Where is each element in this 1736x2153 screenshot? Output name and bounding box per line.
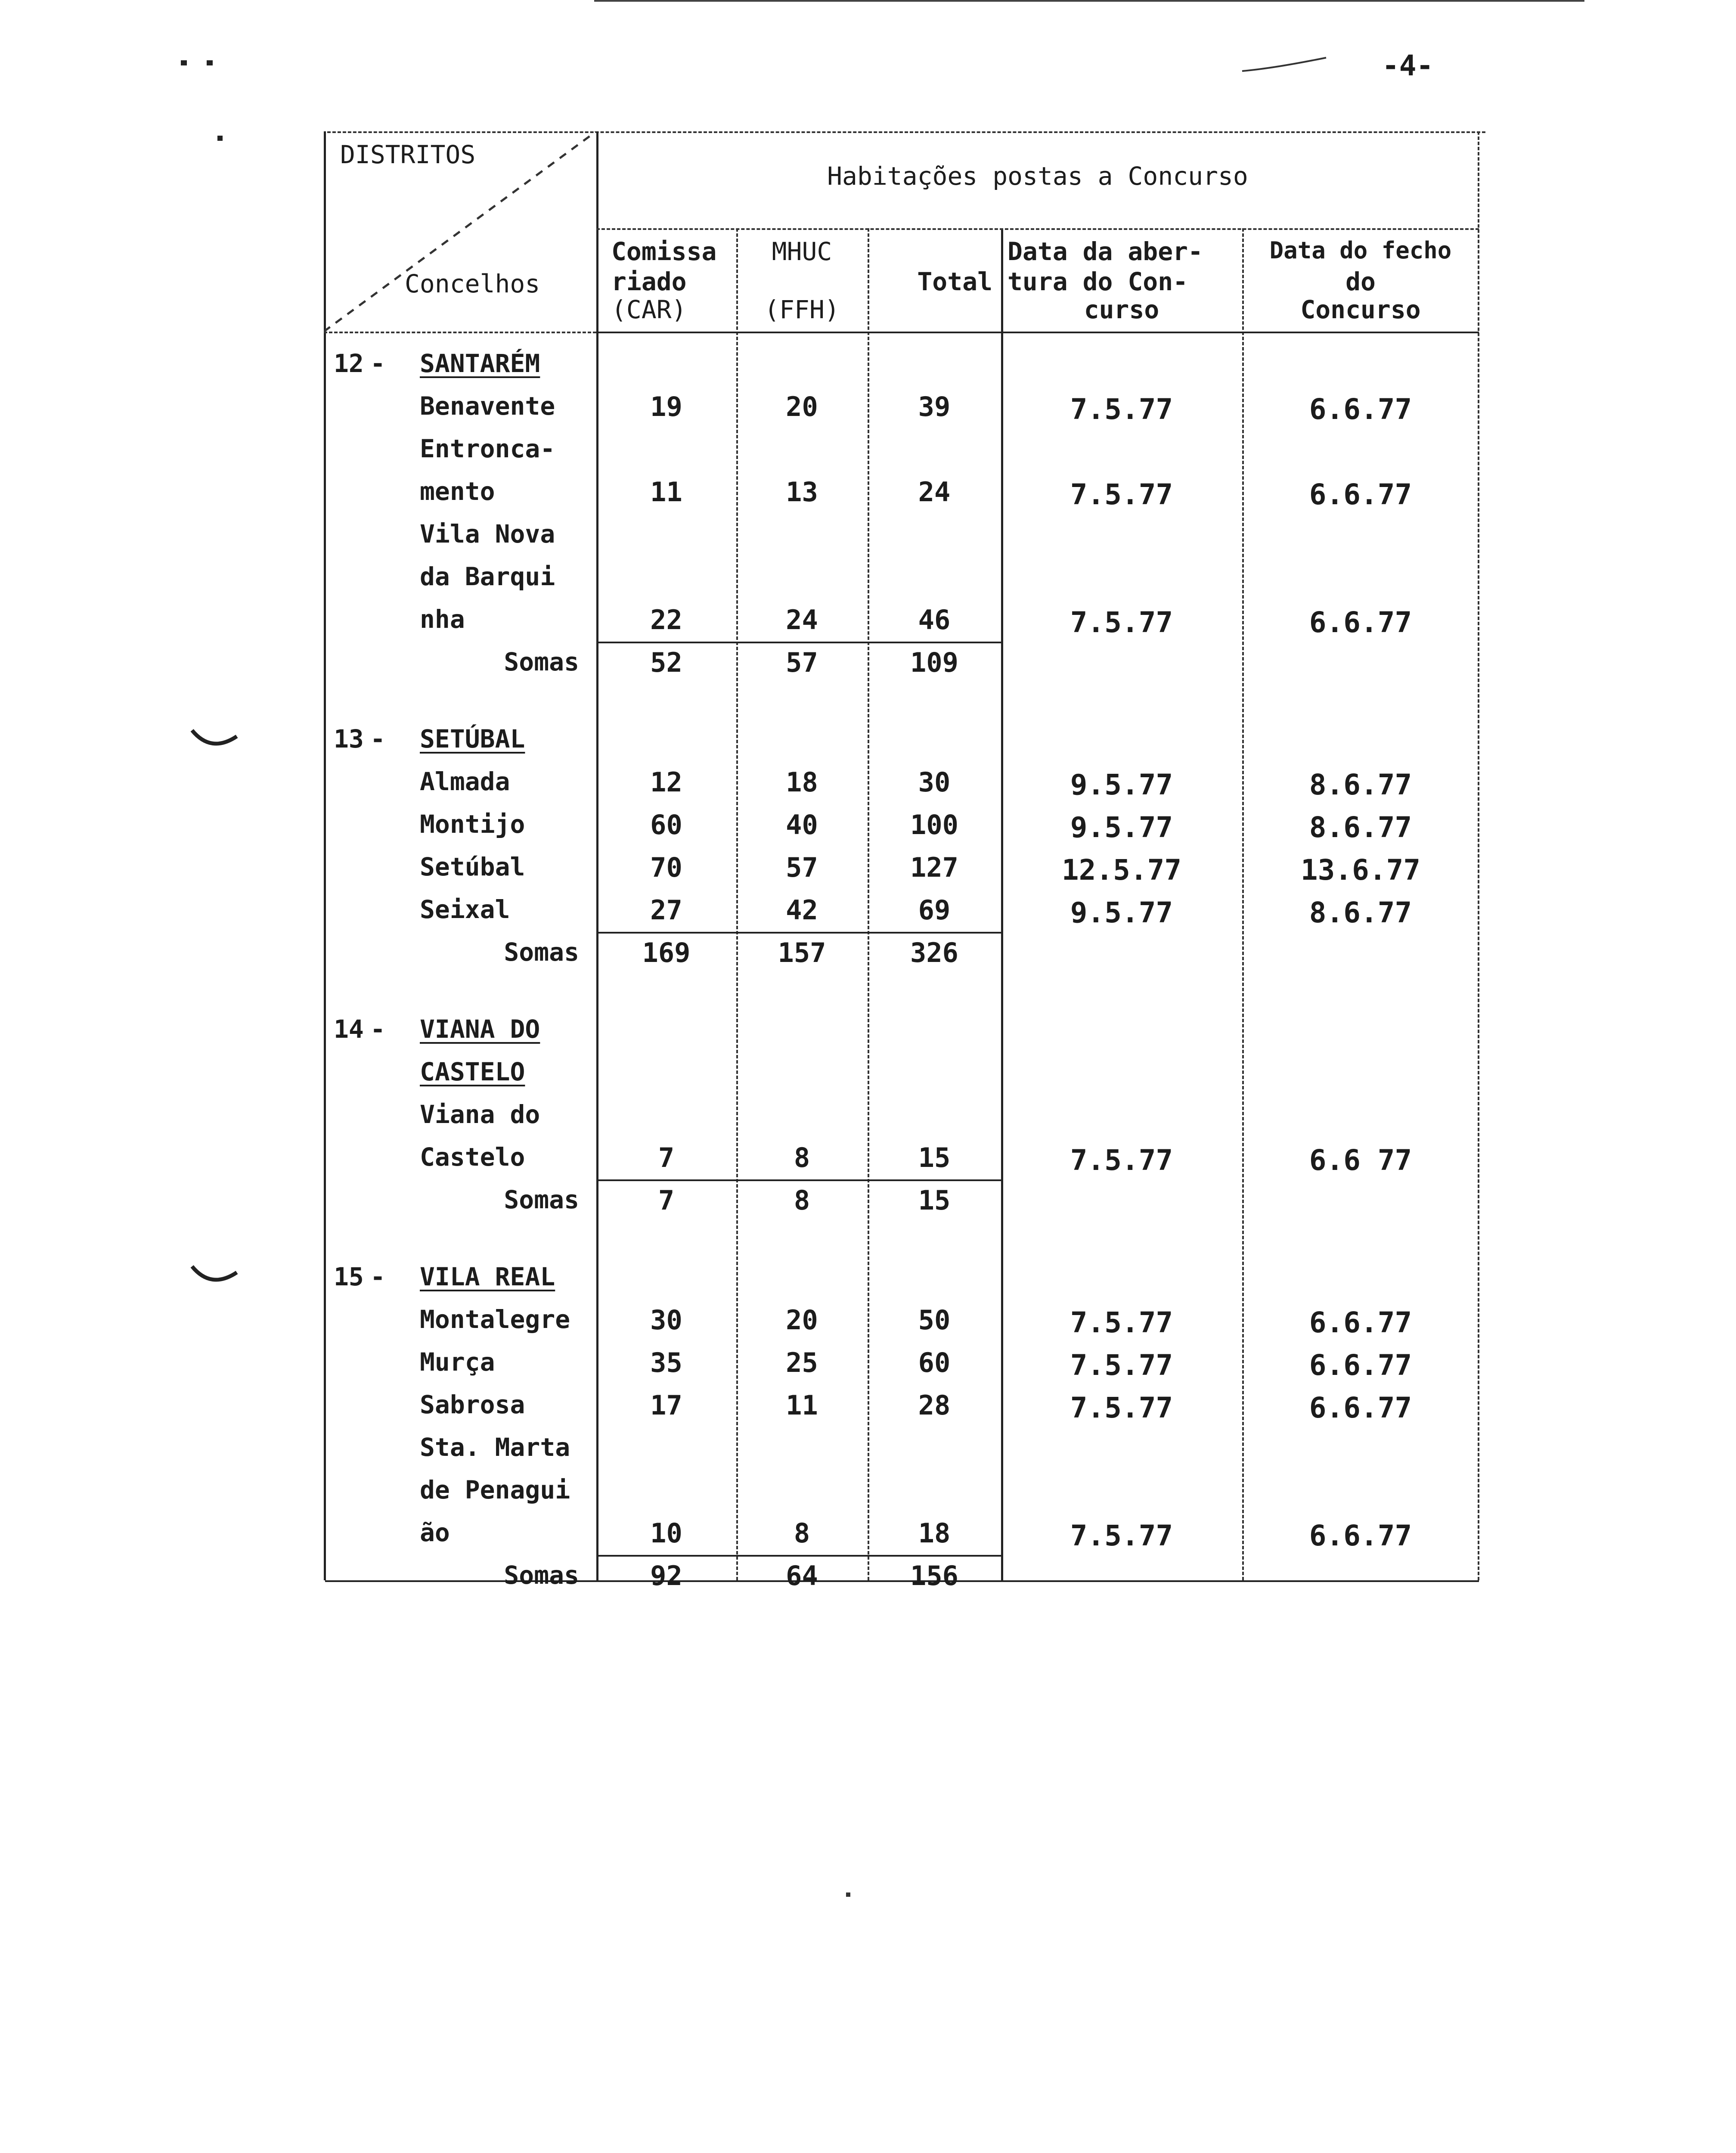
- cell-fecho: 8.6.77: [1309, 896, 1412, 929]
- subtotal-rule: [596, 642, 1001, 643]
- district-name: [420, 724, 525, 754]
- cell-mhuc: 20: [786, 1304, 818, 1336]
- cell-abertura: 7.5.77: [1070, 1306, 1173, 1339]
- col-abertura-line1: Data da aber-: [1008, 237, 1203, 266]
- cell-fecho: 6.6.77: [1309, 1349, 1412, 1382]
- somas-label: Somas: [504, 937, 579, 967]
- municipality-label: de Penagui: [420, 1475, 570, 1505]
- cell-mhuc: 11: [786, 1390, 818, 1421]
- district-dash: -: [370, 349, 385, 378]
- cell-car: 27: [650, 894, 682, 926]
- cell-car: 30: [650, 1304, 682, 1336]
- district-name-text: SETÚBAL: [420, 724, 525, 754]
- cell-abertura: 12.5.77: [1061, 853, 1182, 887]
- col-car-line3: (CAR): [611, 295, 687, 324]
- cell-mhuc: 24: [786, 604, 818, 636]
- cell-total: 69: [918, 894, 951, 926]
- subtotal-rule: [596, 1555, 1001, 1557]
- municipality-label: da Barqui: [420, 562, 555, 591]
- cell-car: 7: [658, 1142, 675, 1173]
- cell-fecho: 6.6.77: [1309, 1519, 1412, 1552]
- cell-mhuc: 42: [786, 894, 818, 926]
- table-left-border: [324, 131, 326, 1580]
- corner-bottom-label: Concelhos: [405, 269, 540, 298]
- cell-total: 60: [918, 1347, 951, 1378]
- district-name-text: VILA REAL: [420, 1262, 555, 1291]
- district-number: 13: [334, 724, 364, 754]
- cell-fecho: 6.6.77: [1309, 1306, 1412, 1339]
- col-fecho-line2: do: [1345, 267, 1376, 296]
- municipality-label: Murça: [420, 1347, 495, 1377]
- cell-total: 39: [918, 391, 951, 422]
- district-name: [420, 1264, 555, 1289]
- cell-mhuc: 8: [794, 1517, 810, 1549]
- somas-mhuc: 64: [786, 1560, 818, 1591]
- cell-mhuc: 8: [794, 1142, 810, 1173]
- district-number: 15: [334, 1262, 364, 1291]
- municipality-label: Sabrosa: [420, 1390, 525, 1419]
- cell-total: 30: [918, 766, 951, 798]
- cell-car: 17: [650, 1390, 682, 1421]
- col-car-line2: riado: [611, 267, 687, 296]
- cell-total: 24: [918, 476, 951, 508]
- page-number: -4-: [1382, 49, 1434, 82]
- somas-car: 169: [642, 937, 691, 968]
- cell-abertura: 7.5.77: [1070, 1391, 1173, 1424]
- district-number: 14: [334, 1014, 364, 1044]
- municipality-label: mento: [420, 477, 495, 506]
- cell-mhuc: 40: [786, 809, 818, 841]
- district-name: [420, 1059, 525, 1084]
- municipality-label: Sta. Marta: [420, 1433, 570, 1462]
- col-fecho-line1: Data do fecho: [1269, 237, 1452, 264]
- cell-fecho: 13.6.77: [1300, 853, 1421, 887]
- cell-abertura: 7.5.77: [1070, 478, 1173, 511]
- somas-car: 52: [650, 647, 682, 678]
- district-name-text: SANTARÉM: [420, 349, 540, 378]
- district-dash: -: [370, 1014, 385, 1044]
- cell-fecho: 8.6.77: [1309, 768, 1412, 801]
- cell-total: 28: [918, 1390, 951, 1421]
- somas-label: Somas: [504, 647, 579, 676]
- municipality-label: Montijo: [420, 810, 525, 839]
- municipality-label: Viana do: [420, 1100, 540, 1129]
- cell-car: 60: [650, 809, 682, 841]
- cell-total: 46: [918, 604, 951, 636]
- municipality-label: Entronca-: [420, 434, 555, 463]
- col-mhuc-line2: (FFH): [764, 295, 840, 324]
- col-mhuc-line1: MHUC: [772, 237, 832, 266]
- cell-total: 127: [910, 852, 958, 883]
- cell-abertura: 7.5.77: [1070, 1519, 1173, 1552]
- cell-abertura: 7.5.77: [1070, 606, 1173, 639]
- somas-mhuc: 8: [794, 1185, 810, 1216]
- cell-total: 18: [918, 1517, 951, 1549]
- cell-abertura: 7.5.77: [1070, 393, 1173, 426]
- cell-abertura: 9.5.77: [1070, 768, 1173, 801]
- somas-label: Somas: [504, 1185, 579, 1214]
- cell-mhuc: 25: [786, 1347, 818, 1378]
- somas-total: 109: [910, 647, 958, 678]
- somas-car: 7: [658, 1185, 675, 1216]
- cell-mhuc: 20: [786, 391, 818, 422]
- cell-abertura: 7.5.77: [1070, 1349, 1173, 1382]
- subtotal-rule: [596, 932, 1001, 934]
- cell-car: 22: [650, 604, 682, 636]
- district-name-text: CASTELO: [420, 1057, 525, 1086]
- cell-fecho: 8.6.77: [1309, 811, 1412, 844]
- municipality-label: nha: [420, 605, 465, 634]
- municipality-label: Montalegre: [420, 1305, 570, 1334]
- somas-total: 15: [918, 1185, 951, 1216]
- somas-label: Somas: [504, 1560, 579, 1590]
- cell-car: 10: [650, 1517, 682, 1549]
- cell-fecho: 6.6.77: [1309, 478, 1412, 511]
- district-name: [420, 351, 540, 376]
- col-fecho-line3: Concurso: [1300, 295, 1421, 324]
- somas-mhuc: 157: [778, 937, 826, 968]
- municipality-label: Castelo: [420, 1142, 525, 1172]
- cell-abertura: 7.5.77: [1070, 1144, 1173, 1177]
- col-abertura-line2: tura do Con-: [1008, 267, 1188, 296]
- cell-total: 100: [910, 809, 958, 841]
- somas-total: 156: [910, 1560, 958, 1591]
- cell-car: 11: [650, 476, 682, 508]
- cell-fecho: 6.6.77: [1309, 393, 1412, 426]
- district-number: 12: [334, 349, 364, 378]
- cell-abertura: 9.5.77: [1070, 811, 1173, 844]
- district-name: [420, 1014, 540, 1044]
- municipality-label: Seixal: [420, 895, 510, 924]
- cell-mhuc: 57: [786, 852, 818, 883]
- somas-car: 92: [650, 1560, 682, 1591]
- cell-car: 70: [650, 852, 682, 883]
- cell-abertura: 9.5.77: [1070, 896, 1173, 929]
- district-name-text: VIANA DO: [420, 1014, 540, 1044]
- cell-fecho: 6.6.77: [1309, 1391, 1412, 1424]
- cell-mhuc: 13: [786, 476, 818, 508]
- group-header-rule: [596, 228, 1479, 230]
- cell-car: 35: [650, 1347, 682, 1378]
- municipality-label: Benavente: [420, 391, 555, 421]
- cell-mhuc: 18: [786, 766, 818, 798]
- somas-mhuc: 57: [786, 647, 818, 678]
- municipality-label: Almada: [420, 767, 510, 796]
- somas-total: 326: [910, 937, 958, 968]
- district-dash: -: [370, 1262, 385, 1291]
- cell-car: 19: [650, 391, 682, 422]
- municipality-label: Setúbal: [420, 852, 525, 881]
- municipality-label: ão: [420, 1518, 450, 1547]
- municipality-label: Vila Nova: [420, 519, 555, 549]
- cell-fecho: 6.6 77: [1309, 1144, 1412, 1177]
- cell-fecho: 6.6.77: [1309, 606, 1412, 639]
- col-abertura-line3: curso: [1084, 295, 1159, 324]
- header-bottom-rule: [596, 332, 1479, 333]
- col-total: Total: [917, 267, 992, 296]
- col-car-line1: Comissa: [611, 237, 717, 266]
- cell-total: 15: [918, 1142, 951, 1173]
- group-header: Habitações postas a Concurso: [827, 161, 1248, 191]
- corner-top-label: DISTRITOS: [340, 140, 476, 169]
- cell-total: 50: [918, 1304, 951, 1336]
- district-dash: -: [370, 724, 385, 754]
- cell-car: 12: [650, 766, 682, 798]
- subtotal-rule: [596, 1179, 1001, 1181]
